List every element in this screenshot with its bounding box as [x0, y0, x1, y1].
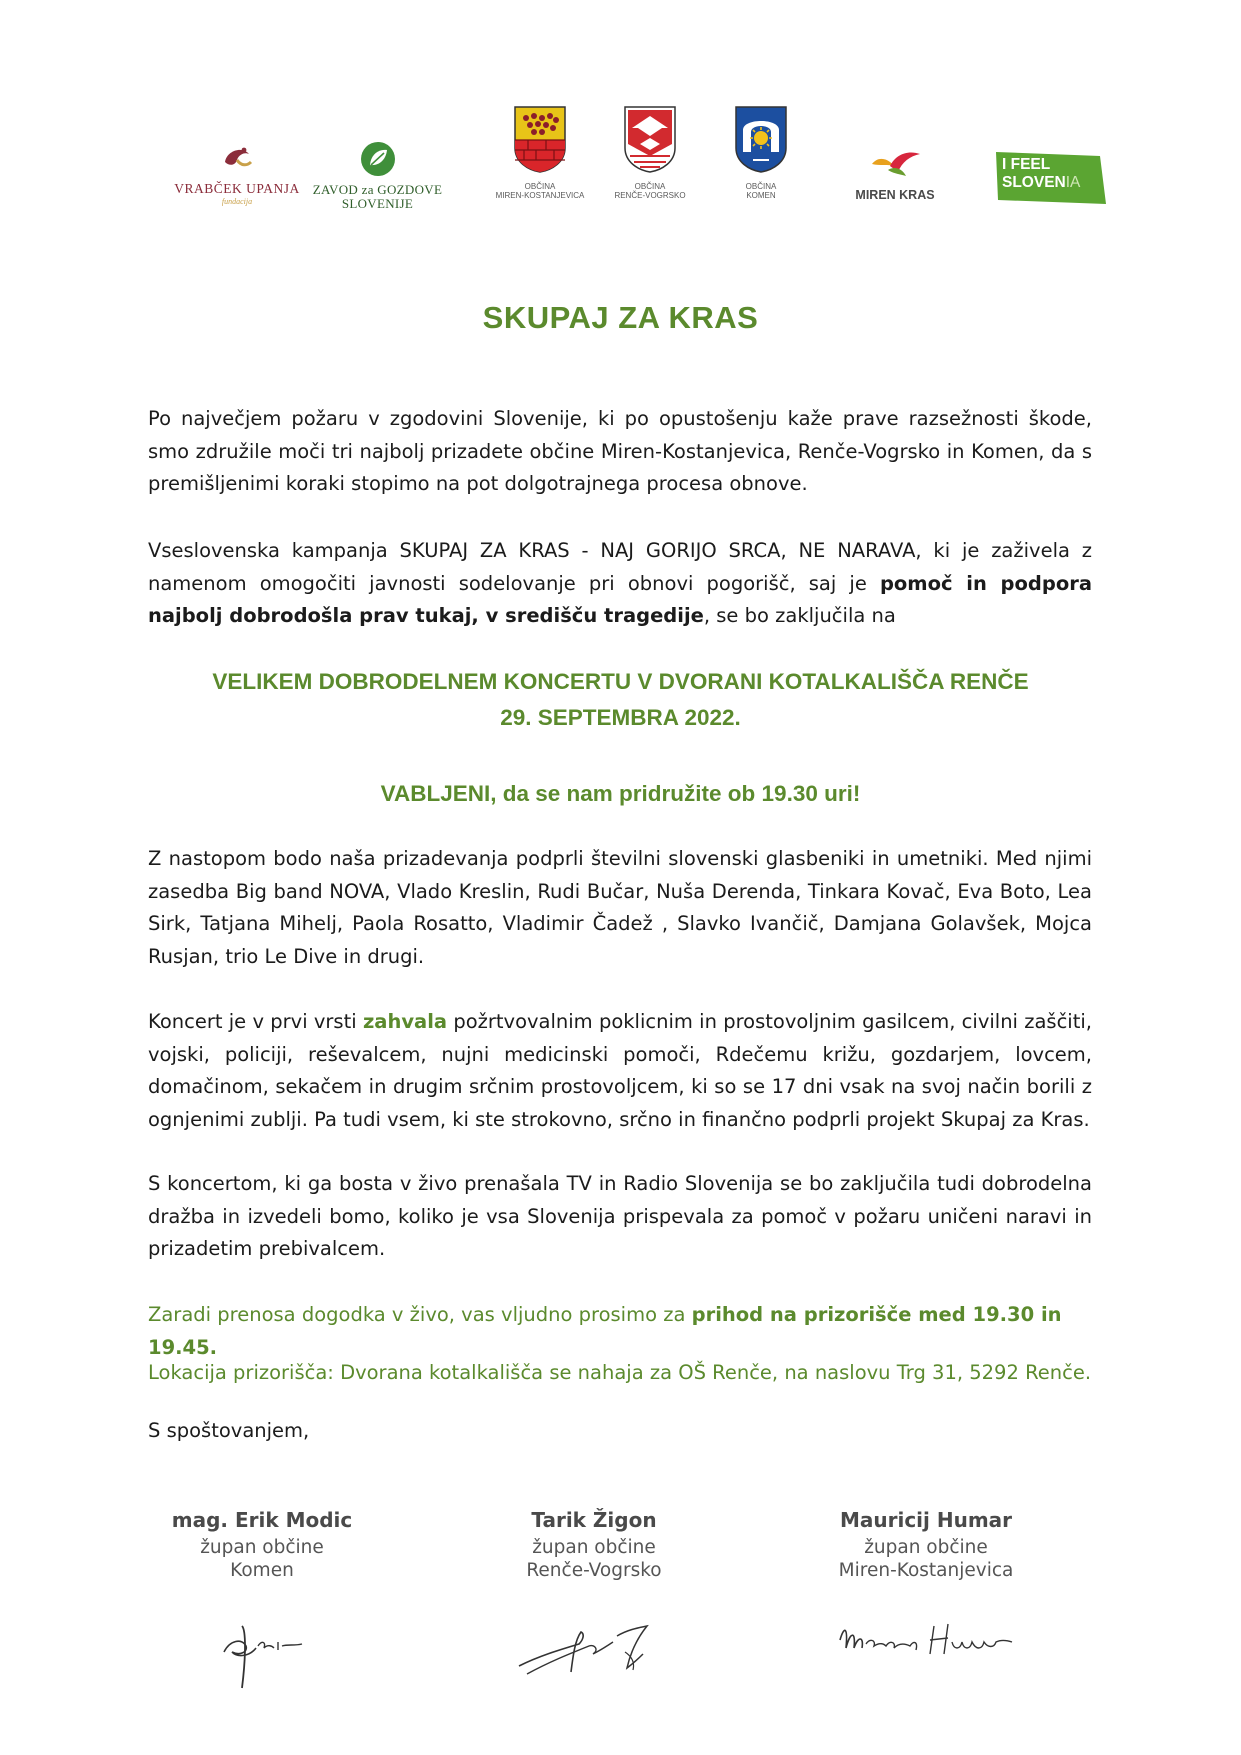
komen-line2: KOMEN — [746, 191, 776, 200]
miren-kras-bird-icon — [866, 146, 924, 184]
signatory-role: župan občine — [200, 1537, 324, 1558]
signatory-miren-kostanjevica — [776, 1508, 1076, 1696]
concert-line1: VELIKEM DOBRODELNEM KONCERTU V DVORANI KOTALKALIŠČA RENČE — [212, 669, 1029, 694]
thanks-text-end: požrtvovalnim poklicnim in prostovoljnim gasilcem, civilni zaščiti, vojski, policiji, reševalcem, nujni medicinski pomoči, Rdečemu križu, gozdarjem, lovcem, domačinom, sekačem in drugim srčnim prostovoljcem, ki so se 17 dni vsak na svoj način borili z ognjenimi zublji. Pa tudi vsem, ki ste strokovno, srčno in finančno podprli projekt Skupaj za Kras. — [148, 1010, 1092, 1131]
signatory-municipality: Miren-Kostanjevica — [838, 1560, 1014, 1581]
miren-kras-name: MIREN KRAS — [855, 188, 935, 202]
zavod-leaf-icon — [359, 140, 397, 178]
thanks-text-start: Koncert je v prvi vrsti — [148, 1010, 363, 1033]
vrabcek-name: VRABČEK UPANJA — [174, 181, 300, 196]
invitation-line: VABLJENI, da se nam pridružite ob 19.30 uri! — [380, 781, 861, 806]
komen-crest — [711, 104, 811, 200]
komen-line1: OBČINA — [745, 182, 777, 191]
signature-humar — [826, 1596, 1026, 1696]
broadcast-paragraph: S koncertom, ki ga bosta v živo prenašala TV in Radio Slovenija se bo zaključila tudi dobrodelna dražba in izvedeli bomo, koliko je vsa Slovenija prispevala za pomoč v požaru uničeni naravi in prizadetim prebivalcem. — [148, 1172, 1092, 1260]
signature-modic — [202, 1596, 322, 1696]
rence-vogrsko-shield-icon — [622, 104, 678, 174]
miren-kostanjevica-line1: OBČINA — [524, 182, 556, 191]
performers-paragraph: Z nastopom bodo naša prizadevanja podprli številni slovenski glasbeniki in umetniki. Med njimi zasedba Big band NOVA, Vlado Kreslin, Rudi Bučar, Nuša Derenda, Tinkara Kovač, Eva Boto, Lea Sirk, Tatjana Mihelj, Paola Rosatto, Vladimir Čadež , Slavko Ivančič, Damjana Golavšek, Mojca Rusjan, trio Le Dive in drugi. — [148, 847, 1092, 968]
signatory-name: Tarik Žigon — [531, 1508, 657, 1532]
i-feel-slovenia-logo — [996, 152, 1106, 204]
zavod-za-gozdove-logo — [310, 140, 445, 212]
vrabcek-bird-icon — [217, 140, 257, 176]
arrival-note — [148, 1299, 1092, 1364]
signatory-role: župan občine — [532, 1537, 656, 1558]
closing-salutation: S spoštovanjem, — [148, 1419, 310, 1442]
ifeel-line2-part1: SLOVEN — [1002, 174, 1066, 191]
concert-date: 29. SEPTEMBRA 2022. — [500, 705, 741, 730]
miren-kostanjevica-line2: MIREN-KOSTANJEVICA — [495, 191, 585, 200]
zavod-line2: SLOVENIJE — [341, 196, 414, 211]
rence-vogrsko-line1: OBČINA — [634, 182, 666, 191]
campaign-text-start: Vseslovenska kampanja SKUPAJ ZA KRAS - NAJ GORIJO SRCA, NE NARAVA, ki je zaživela z namenom omogočiti javnosti sodelovanje pri obnovi pogorišč, saj je — [148, 539, 1092, 595]
thanks-text-highlight: zahvala — [362, 1010, 448, 1033]
vrabcek-upanja-logo — [172, 140, 302, 206]
location-note: Lokacija prizorišča: Dvorana kotalkališča se nahaja za OŠ Renče, na naslovu Trg 31, 5292 Renče. — [148, 1361, 1092, 1384]
signatory-role: župan občine — [864, 1537, 988, 1558]
arrival-text: Zaradi prenosa dogodka v živo, vas vljudno prosimo za — [148, 1303, 692, 1326]
vrabcek-sub: fundacija — [221, 197, 253, 206]
thanks-paragraph — [148, 1006, 1092, 1136]
zavod-line1: ZAVOD za GOZDOVE — [312, 182, 443, 197]
logo-row — [0, 0, 1241, 230]
intro-paragraph: Po največjem požaru v zgodovini Slovenije, ki po opustošenju kaže prave razsežnosti škode, smo združile moči tri najbolj prizadete občine Miren-Kostanjevica, Renče-Vogrsko in Komen, da s premišljenimi koraki stopimo na pot dolgotrajnega procesa obnove. — [148, 407, 1092, 495]
rence-vogrsko-line2: RENČE-VOGRSKO — [614, 191, 686, 200]
signatory-rence-vogrsko — [444, 1508, 744, 1696]
ifeel-line2 — [1002, 174, 1080, 192]
ifeel-line2-part2: IA — [1065, 174, 1081, 191]
signatory-municipality: Renče-Vogrsko — [526, 1560, 662, 1581]
miren-kostanjevica-shield-icon — [512, 104, 568, 174]
signatory-name: Mauricij Humar — [839, 1508, 1013, 1532]
concert-heading — [0, 664, 1241, 736]
arrival-time: prihod na prizorišče med 19.30 in 19.45. — [148, 1303, 1062, 1359]
signatory-municipality: Komen — [230, 1560, 294, 1581]
miren-kostanjevica-crest — [490, 104, 590, 200]
campaign-paragraph — [148, 535, 1092, 633]
rence-vogrsko-crest — [600, 104, 700, 200]
signature-zigon — [509, 1596, 679, 1696]
page-title: SKUPAJ ZA KRAS — [482, 300, 759, 335]
komen-shield-icon — [733, 104, 789, 174]
signatory-komen — [112, 1508, 412, 1696]
campaign-text-end: , se bo zaključila na — [703, 604, 896, 627]
miren-kras-logo — [840, 146, 950, 202]
ifeel-line1: I FEEL — [1002, 156, 1051, 173]
campaign-text-bold: pomoč in podpora najbolj dobrodošla prav tukaj, v središču tragedije — [148, 571, 1092, 627]
signatory-name: mag. Erik Modic — [171, 1508, 353, 1532]
